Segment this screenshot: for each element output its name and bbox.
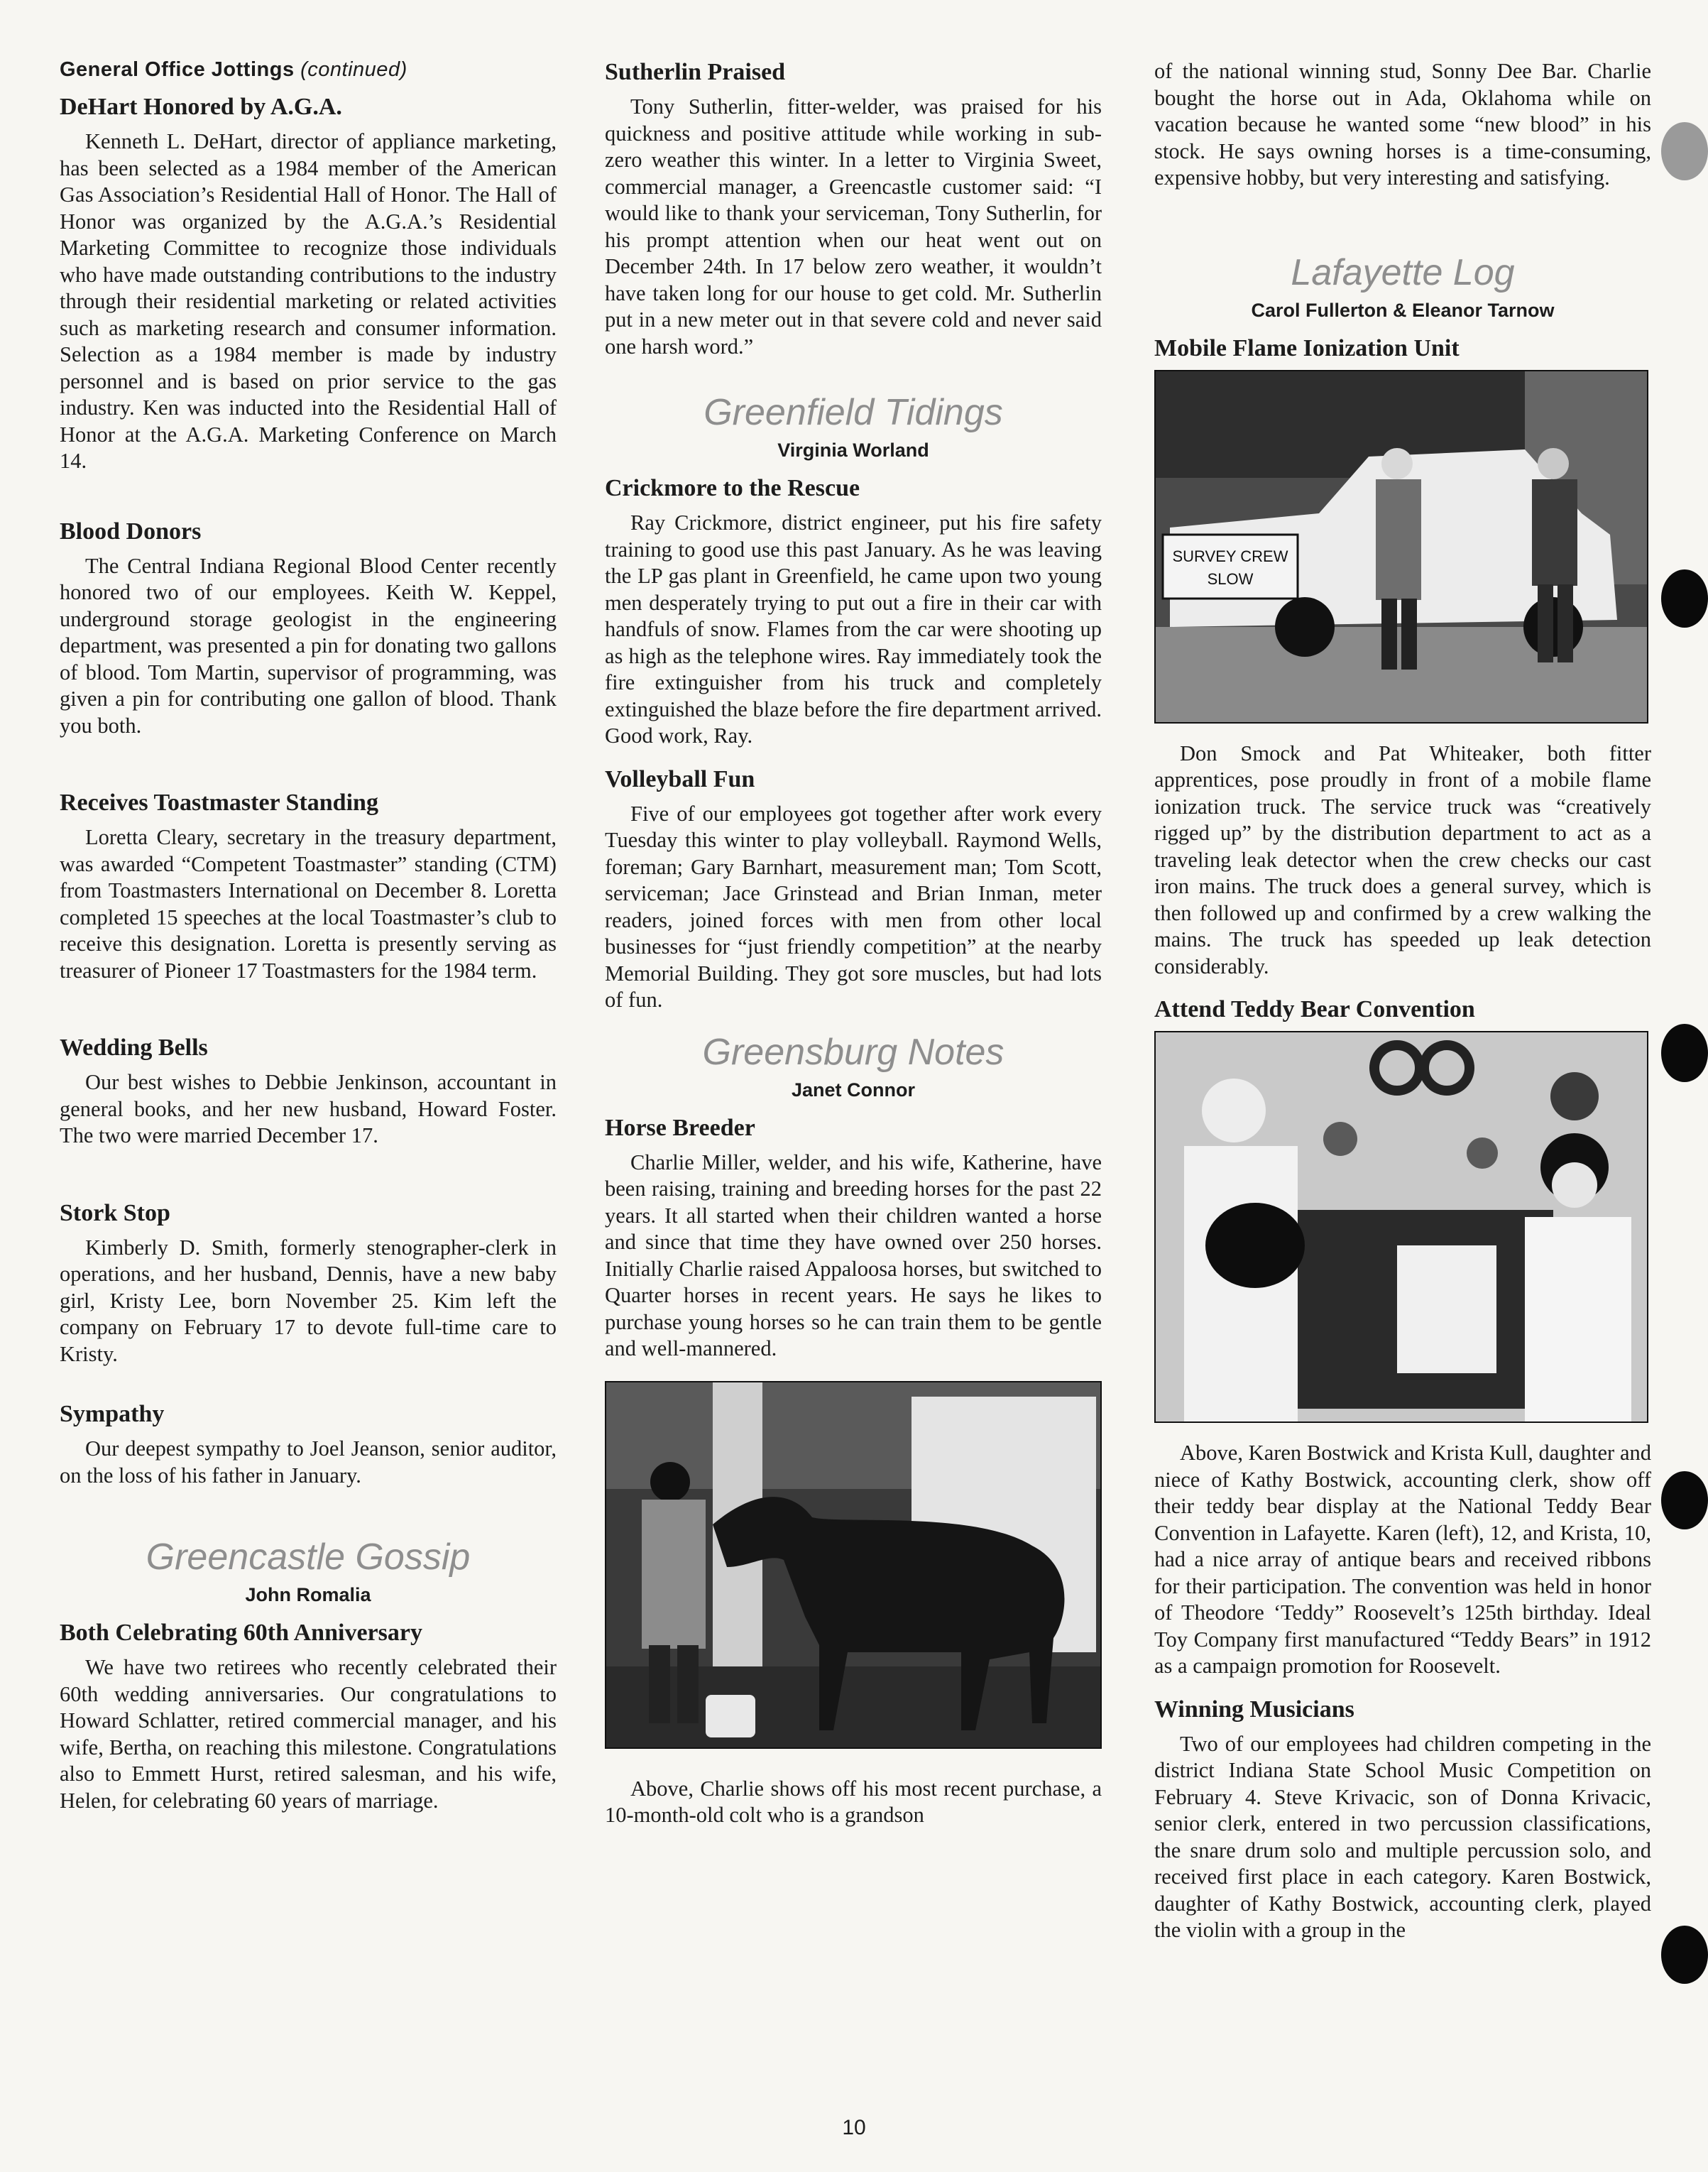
section-title: Greenfield Tidings bbox=[704, 392, 1003, 433]
truck-sign-line-2: SLOW bbox=[1207, 569, 1254, 588]
truck-photo-image bbox=[1156, 371, 1647, 722]
section-title: Lafayette Log bbox=[1291, 251, 1515, 293]
article-sutherlin bbox=[605, 58, 1102, 360]
column-left bbox=[60, 58, 557, 1814]
section-greensburg bbox=[605, 1031, 1102, 1829]
article-wedding-bells bbox=[60, 1034, 557, 1150]
article-body: Our best wishes to Debbie Jenkinson, accountant in general books, and her new husband, Howard Foster. The two were married December 17. bbox=[60, 1070, 557, 1147]
article-body: The Central Indiana Regional Blood Center recently honored two of our employees. Keith W. Keppel, underground storage geologist in the engineering department, was presented a pin for donating two gallons of blood. Tom Martin, supervisor of programming, was given a pin for contributing one gallon of blood. Thank you both. bbox=[60, 553, 557, 738]
article-body: Tony Sutherlin, fitter-welder, was praised for his quickness and positive attitude while working in sub-zero weather this winter. In a letter to Virginia Sweet, commercial manager, a Greencastle customer said: “I would like to thank your serviceman, Tony Sutherlin, for his prompt attention when our heat went out on December 24th. In 17 below zero weather, it wouldn’t have taken long for our house to get cold. Mr. Sutherlin put in a new meter out in that severe cold and never said one harsh word.” bbox=[605, 94, 1102, 359]
article-body: Kimberly D. Smith, formerly stenographer-clerk in operations, and her husband, Dennis, have a new baby girl, Kristy Lee, born November 25. Kim left the company on February 17 to devote full-time care to Kristy. bbox=[60, 1235, 557, 1366]
article-heading: DeHart Honored by A.G.A. bbox=[60, 94, 342, 120]
article-heading: Crickmore to the Rescue bbox=[605, 475, 860, 501]
truck-photo bbox=[1154, 370, 1648, 724]
article-sympathy bbox=[60, 1400, 557, 1489]
punch-hole-icon bbox=[1661, 1926, 1708, 1984]
punch-hole-icon bbox=[1661, 1471, 1708, 1529]
article-stork-stop bbox=[60, 1199, 557, 1368]
article-toastmaster bbox=[60, 789, 557, 984]
section-title: Greensburg Notes bbox=[702, 1031, 1004, 1073]
truck-photo-caption: Don Smock and Pat Whiteaker, both fitter apprentices, pose proudly in front of a mobile flame ionization truck. The service truck was “creatively rigged up” by the distribution department to act as a traveling leak detector when the crew checks our cast iron mains. The truck does a general survey, which is then followed up and confirmed by a crew walking the mains. The truck has speeded up leak detection considerably. bbox=[1154, 741, 1651, 978]
horse-photo-image bbox=[606, 1382, 1100, 1747]
article-heading: Blood Donors bbox=[60, 518, 202, 545]
article-volleyball bbox=[605, 765, 1102, 1014]
article-heading: Sympathy bbox=[60, 1401, 165, 1427]
article-heading: Winning Musicians bbox=[1154, 1696, 1354, 1723]
section-greenfield bbox=[605, 391, 1102, 750]
byline: John Romalia bbox=[245, 1584, 371, 1605]
punch-hole-icon bbox=[1661, 1024, 1708, 1082]
article-body: Loretta Cleary, secretary in the treasury department, was awarded “Competent Toastmaster” standing (CTM) from Toastmasters International on December 8. Loretta completed 15 speeches at the local Toastmaster’s club to receive this designation. Loretta is presently serving as treasurer of Pioneer 17 Toastmasters for the 1984 term. bbox=[60, 825, 557, 983]
article-heading: Mobile Flame Ionization Unit bbox=[1154, 334, 1460, 361]
article-heading: Stork Stop bbox=[60, 1199, 170, 1226]
column-middle bbox=[605, 58, 1102, 1829]
article-body: Kenneth L. DeHart, director of appliance marketing, has been selected as a 1984 member of the American Gas Association’s Residential Hall of Honor. The Hall of Honor was organized by the A.G.A.’s Residential Marketing Committee to recognize those individuals who have made outstanding contributions to the industry through their residential marketing or related activities such as marketing research and consumer information. Selection as a 1984 member is made by industry personnel and is based on prior service to the gas industry. Ken was inducted into the Residential Hall of Honor at the A.G.A. Marketing Conference on March 14. bbox=[60, 129, 557, 473]
article-heading: Horse Breeder bbox=[605, 1114, 755, 1141]
teddy-bear-caption: Above, Karen Bostwick and Krista Kull, daughter and niece of Kathy Bostwick, accounting clerk, show off their teddy bear display at the National Teddy Bear Convention in Lafayette. Karen (left), 12, and Krista, 10, had a nice array of antique bears and received ribbons for their participation. The convention was held in honor of Theodore ‘Teddy” Roosevelt’s 125th birthday. Ideal Toy Company first manufactured “Teddy Bears” in 1912 as a campaign promotion for Roosevelt. bbox=[1154, 1441, 1651, 1678]
teddy-bear-photo-image bbox=[1156, 1032, 1647, 1421]
horse-photo bbox=[605, 1381, 1102, 1749]
article-body: Five of our employees got together after work every Tuesday this winter to play volleyball. Raymond Wells, foreman; Gary Barnhart, measurement man; Tom Scott, serviceman; Jace Grinstead and Brian Inman, meter readers, joined forces with men from other local businesses for “just friendly competition” at the nearby Memorial Building. They got sore muscles, but had lots of fun. bbox=[605, 801, 1102, 1012]
page-number: 10 bbox=[842, 2116, 866, 2139]
article-heading: Both Celebrating 60th Anniversary bbox=[60, 1620, 422, 1646]
article-dehart bbox=[60, 93, 557, 475]
article-blood-donors bbox=[60, 518, 557, 740]
article-body: Ray Crickmore, district engineer, put his fire safety training to good use this past January. As he was leaving the LP gas plant in Greenfield, he came upon two young men desperately trying to put out a fire in their car with handfuls of snow. Flames from the car were shooting up as high as the telephone wires. Ray immediately took the fire extinguisher from his truck and completely extinguished the blaze before the fire department arrived. Good work, Ray. bbox=[605, 511, 1102, 748]
byline: Virginia Worland bbox=[777, 440, 929, 461]
horse-photo-caption: Above, Charlie shows off his most recent purchase, a 10-month-old colt who is a grandson bbox=[605, 1776, 1102, 1827]
byline: Carol Fullerton & Eleanor Tarnow bbox=[1251, 299, 1555, 321]
truck-sign-line-1: SURVEY CREW bbox=[1172, 547, 1288, 565]
article-body: Two of our employees had children competing in the district Indiana State School Music Competition on February 4. Steve Krivacic, son of Donna Krivacic, senior clerk, entered in two percussion classifications, the snare drum solo and multiple percussion solo, and received first place in each category. Karen Bostwick, daughter of Kathy Bostwick, accounting clerk, played the violin with a group in the bbox=[1154, 1731, 1651, 1942]
article-heading: Wedding Bells bbox=[60, 1035, 208, 1061]
teddy-bear-photo bbox=[1154, 1031, 1648, 1423]
section-greencastle bbox=[60, 1536, 557, 1814]
article-heading: Receives Toastmaster Standing bbox=[60, 790, 378, 816]
section-title: Greencastle Gossip bbox=[146, 1537, 471, 1578]
punch-hole-icon bbox=[1661, 122, 1708, 180]
article-heading: Sutherlin Praised bbox=[605, 59, 786, 85]
byline: Janet Connor bbox=[791, 1079, 915, 1101]
running-head-title: General Office Jottings bbox=[60, 58, 295, 81]
article-winning-musicians bbox=[1154, 1696, 1651, 1944]
article-heading: Volleyball Fun bbox=[605, 765, 755, 792]
article-body: We have two retirees who recently celebrated their 60th wedding anniversaries. Our congratulations to Howard Schlatter, retired commercial manager, and his wife, Bertha, on reaching this milestone. Congratulations also to Emmett Hurst, retired salesman, and his wife, Helen, for celebrating 60 years of marriage. bbox=[60, 1655, 557, 1813]
horse-article-continued: of the national winning stud, Sonny Dee Bar. Charlie bought the horse out in Ada, Oklahoma while on vacation because he wanted some “new blood” in his stock. He says owning horses is a time-consuming, expensive hobby, but very interesting and satisfying. bbox=[1154, 59, 1651, 190]
article-heading: Attend Teddy Bear Convention bbox=[1154, 996, 1475, 1022]
article-body: Our deepest sympathy to Joel Jeanson, senior auditor, on the loss of his father in January. bbox=[60, 1436, 557, 1488]
section-lafayette bbox=[1154, 251, 1651, 981]
running-head-continued: (continued) bbox=[300, 58, 407, 81]
running-head bbox=[60, 58, 557, 82]
column-right bbox=[1154, 58, 1651, 1944]
article-body: Charlie Miller, welder, and his wife, Katherine, have been raising, training and breeding horses for the past 22 years. It all started when their children wanted a horse and since that time they have owned over 250 horses. Initially Charlie raised Appaloosa horses, but switched to Quarter horses in recent years. He says he likes to purchase young horses so he can train them to be gentle and well-mannered. bbox=[605, 1150, 1102, 1360]
punch-hole-icon bbox=[1661, 569, 1708, 628]
article-teddy-bear bbox=[1154, 995, 1651, 1680]
